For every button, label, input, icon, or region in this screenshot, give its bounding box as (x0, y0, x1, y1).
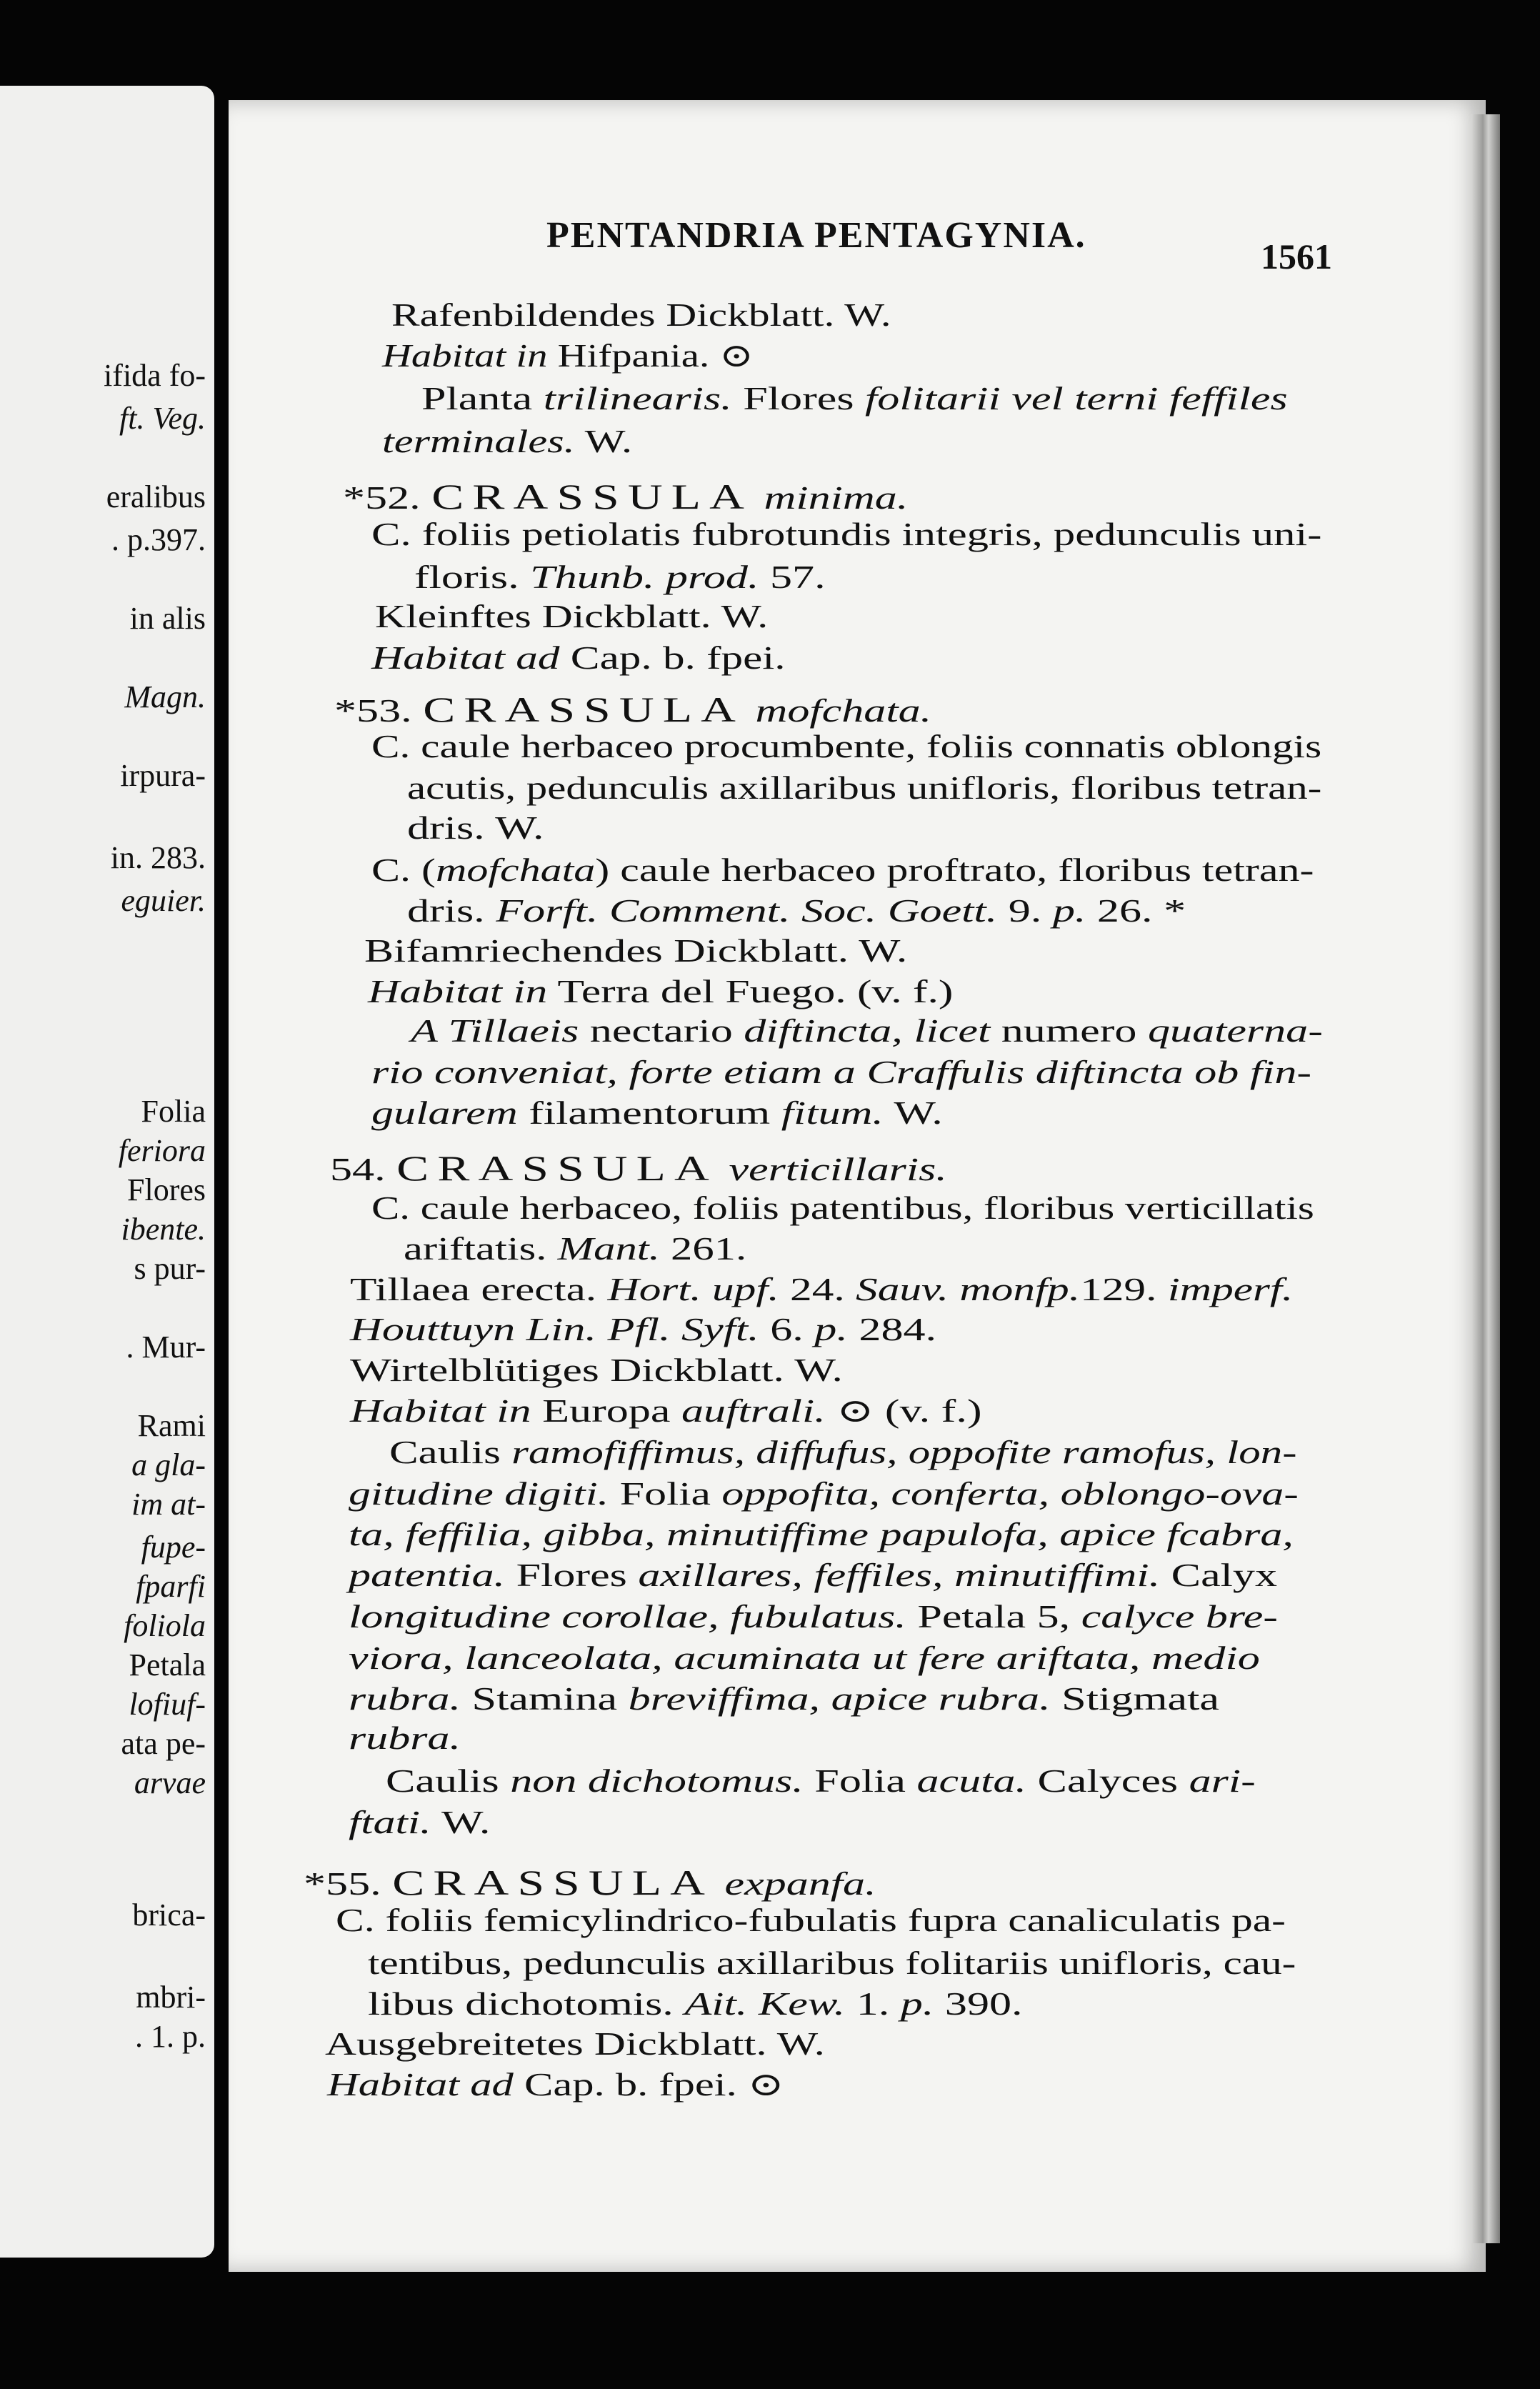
roman-text: nectario (579, 1012, 744, 1049)
italic-text: ari- (1189, 1762, 1256, 1799)
text-line (349, 1559, 1277, 1592)
text-line (404, 1232, 746, 1265)
italic-text: acuta. (916, 1762, 1026, 1799)
roman-text: Kleinftes Dickblatt. W. (375, 598, 769, 634)
text-line (349, 1682, 1219, 1715)
genus-name: CRASSULA (396, 1148, 718, 1188)
italic-text: Hort. upf. (607, 1271, 779, 1307)
italic-text: p. (1052, 892, 1086, 929)
left-page-line: Flores (127, 1172, 206, 1207)
italic-text: Forft. Comment. Soc. Goett. (496, 892, 998, 929)
italic-text: Houttuyn Lin. Pfl. Syft. (350, 1311, 759, 1347)
left-page-line: Petala (129, 1647, 206, 1682)
italic-text: viora, lanceolata, acuminata ut fere ariftata, medio (349, 1640, 1260, 1676)
italic-text: rio conveniat, forte etiam a Craffulis diftincta ob fin- (371, 1054, 1312, 1090)
italic-text: axillares, feffiles, minutiffimi. (638, 1557, 1161, 1593)
roman-text: Planta (421, 380, 544, 417)
text-line (371, 730, 1321, 763)
italic-text: terminales. (382, 423, 575, 459)
italic-text: p. (900, 1985, 934, 2022)
roman-text: Stamina (461, 1680, 629, 1717)
left-page-line: ft. Veg. (119, 401, 206, 436)
left-page-line: Folia (141, 1094, 206, 1129)
text-line (382, 425, 632, 458)
roman-text: 26. * (1086, 892, 1186, 929)
left-page-line: ifida fo- (104, 358, 206, 393)
roman-text: C. ( (371, 852, 436, 888)
running-head: PENTANDRIA PENTAGYNIA. (546, 215, 1086, 256)
roman-text: *53. (334, 692, 424, 729)
italic-text: verticillaris. (717, 1151, 947, 1187)
roman-text: Calyces (1026, 1762, 1189, 1799)
roman-text: Caulis (386, 1762, 511, 1799)
roman-text: Wirtelblütiges Dickblatt. W. (350, 1352, 843, 1388)
roman-text: Calyx (1160, 1557, 1278, 1593)
left-page-line: ata pe- (121, 1726, 206, 1761)
roman-text: ariftatis. (404, 1230, 558, 1267)
italic-text: mofchata (436, 852, 596, 888)
roman-text: W. (883, 1094, 943, 1131)
left-page-line: ibente. (121, 1212, 206, 1247)
page-edge (1471, 114, 1500, 2243)
roman-text: Hifpania. (557, 337, 720, 374)
roman-text: 390. (934, 1985, 1023, 2022)
roman-text: ⊙ (719, 337, 754, 374)
left-page-line: Magn. (124, 679, 206, 714)
roman-text: tentibus, pedunculis axillaribus folitariis unifloris, cau- (368, 1945, 1296, 1981)
text-line (364, 934, 907, 967)
italic-text: patentia. (349, 1557, 506, 1593)
roman-text: Stigmata (1050, 1680, 1219, 1717)
italic-text: p. (814, 1311, 848, 1347)
left-page-line: a gla- (131, 1447, 206, 1482)
italic-text: Thunb. prod. (530, 559, 759, 595)
text-line (371, 854, 1314, 887)
italic-text: expanfa. (714, 1865, 876, 1902)
roman-text: ⊙ (747, 2066, 784, 2103)
left-page-line: s pur- (134, 1251, 206, 1286)
page-number: 1561 (1261, 236, 1332, 276)
italic-text: oppofita, conferta, oblongo-ova- (721, 1475, 1299, 1512)
text-line (371, 1189, 1314, 1226)
left-page-line: mbri- (136, 1980, 206, 2015)
text-line (349, 1806, 490, 1839)
text-line (421, 382, 1288, 415)
text-line (350, 1313, 936, 1346)
text-line (407, 769, 1322, 806)
genus-name: CRASSULA (392, 1862, 714, 1902)
roman-text: Folia (803, 1762, 917, 1799)
text-line (343, 477, 909, 517)
italic-text: diftincta, licet (744, 1012, 991, 1049)
text-line (389, 1436, 1297, 1469)
text-line (371, 639, 786, 676)
text-line (368, 1987, 1023, 2020)
italic-text: quaterna- (1147, 1012, 1323, 1049)
italic-text: breviffima, apice rubra. (628, 1680, 1051, 1717)
text-line (336, 1904, 1286, 1937)
roman-text: C. caule herbaceo, foliis patentibus, floribus verticillatis (371, 1189, 1314, 1226)
roman-text: Flores (731, 380, 866, 417)
left-page-line: foliola (124, 1608, 206, 1643)
roman-text: 54. (330, 1151, 397, 1187)
italic-text: imperf. (1167, 1271, 1294, 1307)
italic-text: folitarii vel terni feffiles (865, 380, 1288, 417)
roman-text: Flores (505, 1557, 639, 1593)
text-line (349, 1642, 1260, 1675)
roman-text: 1. (845, 1985, 901, 2022)
text-line (391, 296, 891, 333)
italic-text: ta, feffilia, gibba, minutiffime papulofa, apice fcabra, (349, 1516, 1294, 1552)
text-line (330, 1150, 947, 1186)
text-line (407, 809, 544, 846)
roman-text: C. caule herbaceo procumbente, foliis connatis oblongis (371, 728, 1322, 764)
roman-text: acutis, pedunculis axillaribus unifloris, floribus tetran- (407, 769, 1322, 806)
italic-text: longitudine corollae, fubulatus. (349, 1598, 906, 1635)
left-page-line: eralibus (106, 479, 206, 514)
left-page-line: feriora (118, 1133, 206, 1168)
roman-text: 9. (997, 892, 1053, 929)
genus-name: CRASSULA (423, 689, 745, 729)
roman-text: C. foliis femicylindrico-fubulatis fupra canaliculatis pa- (336, 1902, 1286, 1938)
text-line (325, 2025, 825, 2062)
italic-text: Habitat ad (327, 2066, 514, 2103)
left-page-line: im at- (131, 1487, 206, 1522)
text-line (334, 689, 932, 729)
italic-text: Ait. Kew. (684, 1985, 846, 2022)
left-page-line: irpura- (120, 758, 206, 793)
italic-text: non dichotomus. (510, 1762, 804, 1799)
italic-text: rubra. (349, 1680, 461, 1717)
italic-text: Sauv. monfp. (856, 1271, 1081, 1307)
roman-text: Folia (609, 1475, 722, 1512)
roman-text: 261. (659, 1230, 747, 1267)
text-line (411, 1014, 1323, 1047)
italic-text: gularem (371, 1094, 518, 1131)
roman-text: Caulis (389, 1434, 512, 1470)
text-line (375, 600, 768, 633)
roman-text: dris. (407, 892, 496, 929)
italic-text: A Tillaeis (411, 1012, 579, 1049)
left-page-line: in. 283. (110, 840, 206, 875)
italic-text: Mant. (557, 1230, 660, 1267)
left-page-line: . Mur- (126, 1330, 206, 1365)
roman-text: 129. (1080, 1271, 1168, 1307)
text-line (368, 975, 953, 1008)
roman-text: C. foliis petiolatis fubrotundis integris, pedunculis uni- (371, 516, 1322, 552)
text-line (349, 1600, 1278, 1633)
text-line (304, 1862, 876, 1902)
left-page-line: fparfi (136, 1569, 206, 1604)
italic-text: gitudine digiti. (349, 1475, 609, 1512)
left-page-line: eguier. (121, 883, 206, 918)
left-page-line: . p.397. (111, 522, 206, 557)
left-page-line: in alis (129, 601, 206, 636)
roman-text: libus dichotomis. (368, 1985, 685, 2022)
left-page-line: arvae (134, 1765, 206, 1800)
italic-text: mofchata. (744, 692, 932, 729)
italic-text: Habitat in (368, 973, 548, 1009)
italic-text: Habitat in (350, 1392, 531, 1429)
roman-text: 284. (847, 1311, 937, 1347)
left-page (0, 86, 214, 2258)
left-page-line: . 1. p. (135, 2019, 206, 2054)
left-page-line: Rami (137, 1408, 206, 1443)
text-line (386, 1762, 1256, 1799)
roman-text: 24. (779, 1271, 856, 1307)
italic-text: rubra. (349, 1720, 461, 1756)
italic-text: Habitat in (382, 337, 558, 374)
roman-text: Terra del Fuego. (v. f.) (547, 973, 954, 1009)
roman-text: Rafenbildendes Dickblatt. W. (391, 296, 891, 333)
italic-text: minima. (753, 479, 909, 516)
roman-text: dris. W. (407, 809, 544, 846)
roman-text: Petala 5, (906, 1598, 1081, 1635)
left-page-line: lofiuf- (129, 1687, 206, 1722)
text-line (368, 1947, 1296, 1980)
italic-text: calyce bre- (1081, 1598, 1278, 1635)
text-line (350, 1354, 843, 1387)
roman-text: Cap. b. fpei. (559, 639, 786, 676)
text-line (371, 518, 1321, 551)
roman-text: W. (431, 1804, 491, 1840)
roman-text: *55. (304, 1865, 393, 1902)
roman-text: ) caule herbaceo proftrato, floribus tetran- (595, 852, 1314, 888)
text-line (382, 339, 754, 372)
roman-text: 6. (759, 1311, 815, 1347)
italic-text: ramofiffimus, diffufus, oppofite ramofus, lon- (511, 1434, 1297, 1470)
roman-text: Cap. b. fpei. (513, 2066, 748, 2103)
italic-text: ftati. (349, 1804, 431, 1840)
text-line (350, 1273, 1293, 1306)
roman-text: Europa (531, 1392, 681, 1429)
roman-text: floris. (414, 559, 531, 595)
left-page-line: brica- (132, 1897, 206, 1932)
roman-text: numero (990, 1012, 1148, 1049)
roman-text: W. (574, 423, 633, 459)
text-line (371, 1094, 943, 1131)
text-line (407, 894, 1186, 927)
text-line (414, 561, 826, 594)
roman-text: Bifamriechendes Dickblatt. W. (364, 932, 908, 969)
genus-name: CRASSULA (431, 477, 754, 517)
text-line (349, 1722, 461, 1755)
roman-text: Tillaea erecta. (350, 1271, 608, 1307)
roman-text: Ausgebreitetes Dickblatt. W. (325, 2025, 825, 2062)
text-line (350, 1392, 982, 1429)
text-line (349, 1477, 1299, 1510)
italic-text: fitum. (781, 1094, 884, 1131)
italic-text: auftrali. (681, 1392, 826, 1429)
left-page-line: fupe- (141, 1530, 206, 1565)
text-line (371, 1056, 1311, 1089)
roman-text: 57. (759, 559, 826, 595)
roman-text: *52. (343, 479, 432, 516)
text-line (349, 1518, 1294, 1551)
italic-text: Habitat ad (371, 639, 560, 676)
italic-text: trilinearis. (543, 380, 732, 417)
text-line (327, 2068, 784, 2101)
roman-text: filamentorum (517, 1094, 781, 1131)
roman-text: ⊙ (v. f.) (825, 1392, 982, 1429)
